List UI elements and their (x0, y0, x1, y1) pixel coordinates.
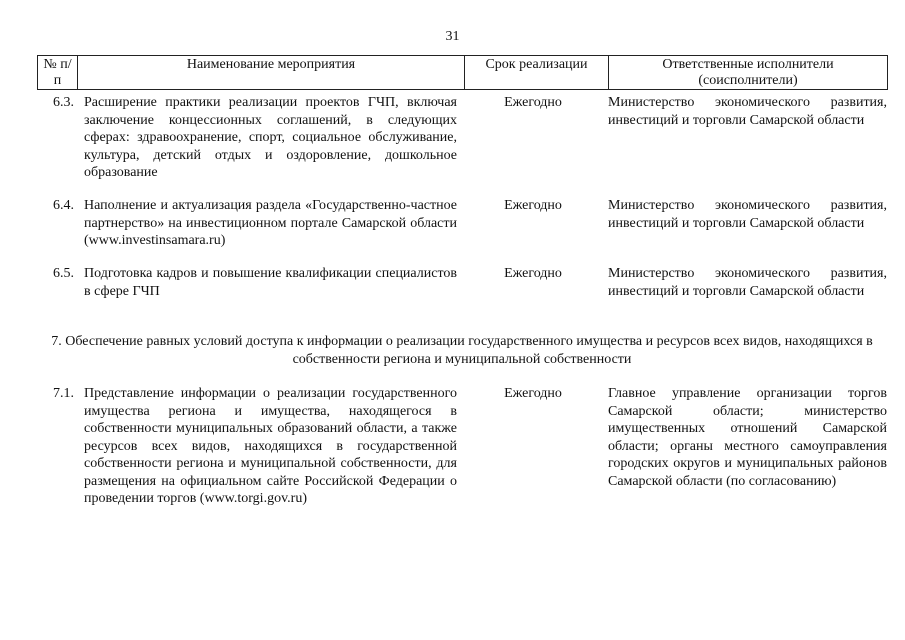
header-number: № п/п (38, 56, 78, 90)
row-term: Ежегодно (504, 266, 562, 281)
row-number: 6.5. (53, 266, 74, 281)
row-responsible: Министерство экономического развития, инвестиций и торговли Самарской области (608, 198, 887, 231)
row-title: Представление информации о реализации государственного имущества региона и имущества, находящегося в собственности муниципальных образований области, а также ресурсов всех видов, находящихся в государственной собственности региона и муниципальной собственности, для размещения на официальном сайте Российской Федерации о проведении торгов (www.torgi.gov.ru) (84, 386, 457, 506)
page-number: 31 (445, 29, 460, 44)
row-responsible: Министерство экономического развития, инвестиций и торговли Самарской области (608, 95, 887, 128)
row-number: 7.1. (53, 386, 74, 401)
header-name: Наименование мероприятия (78, 56, 465, 90)
header-term: Срок реализации (465, 56, 609, 90)
row-number: 6.4. (53, 198, 74, 213)
row-title: Наполнение и актуализация раздела «Государственно-частное партнерство» на инвестиционном портале Самарской области (www.investinsamara.ru) (84, 198, 457, 248)
row-responsible: Главное управление организации торгов Самарской области; министерство имущественных отношений Самарской области; органы местного самоуправления городских округов и муниципальных районов Самарской области (по согласованию) (608, 386, 887, 489)
row-term: Ежегодно (504, 386, 562, 401)
section-heading: 7. Обеспечение равных условий доступа к информации о реализации государственного имущества и ресурсов всех видов, находящихся в собственности региона и муниципальной собственности (51, 334, 873, 367)
row-title: Подготовка кадров и повышение квалификации специалистов в сфере ГЧП (84, 266, 457, 299)
row-title: Расширение практики реализации проектов ГЧП, включая заключение концессионных соглашений, в следующих сферах: здравоохранение, спорт, социальное обслуживание, культура, детский отдых и оздоровление, дошкольное образование (84, 95, 457, 180)
row-responsible: Министерство экономического развития, инвестиций и торговли Самарской области (608, 266, 887, 299)
row-number: 6.3. (53, 95, 74, 110)
table-header (37, 55, 888, 90)
row-term: Ежегодно (504, 198, 562, 213)
row-term: Ежегодно (504, 95, 562, 110)
header-responsible: Ответственные исполнители (соисполнители) (609, 56, 888, 90)
